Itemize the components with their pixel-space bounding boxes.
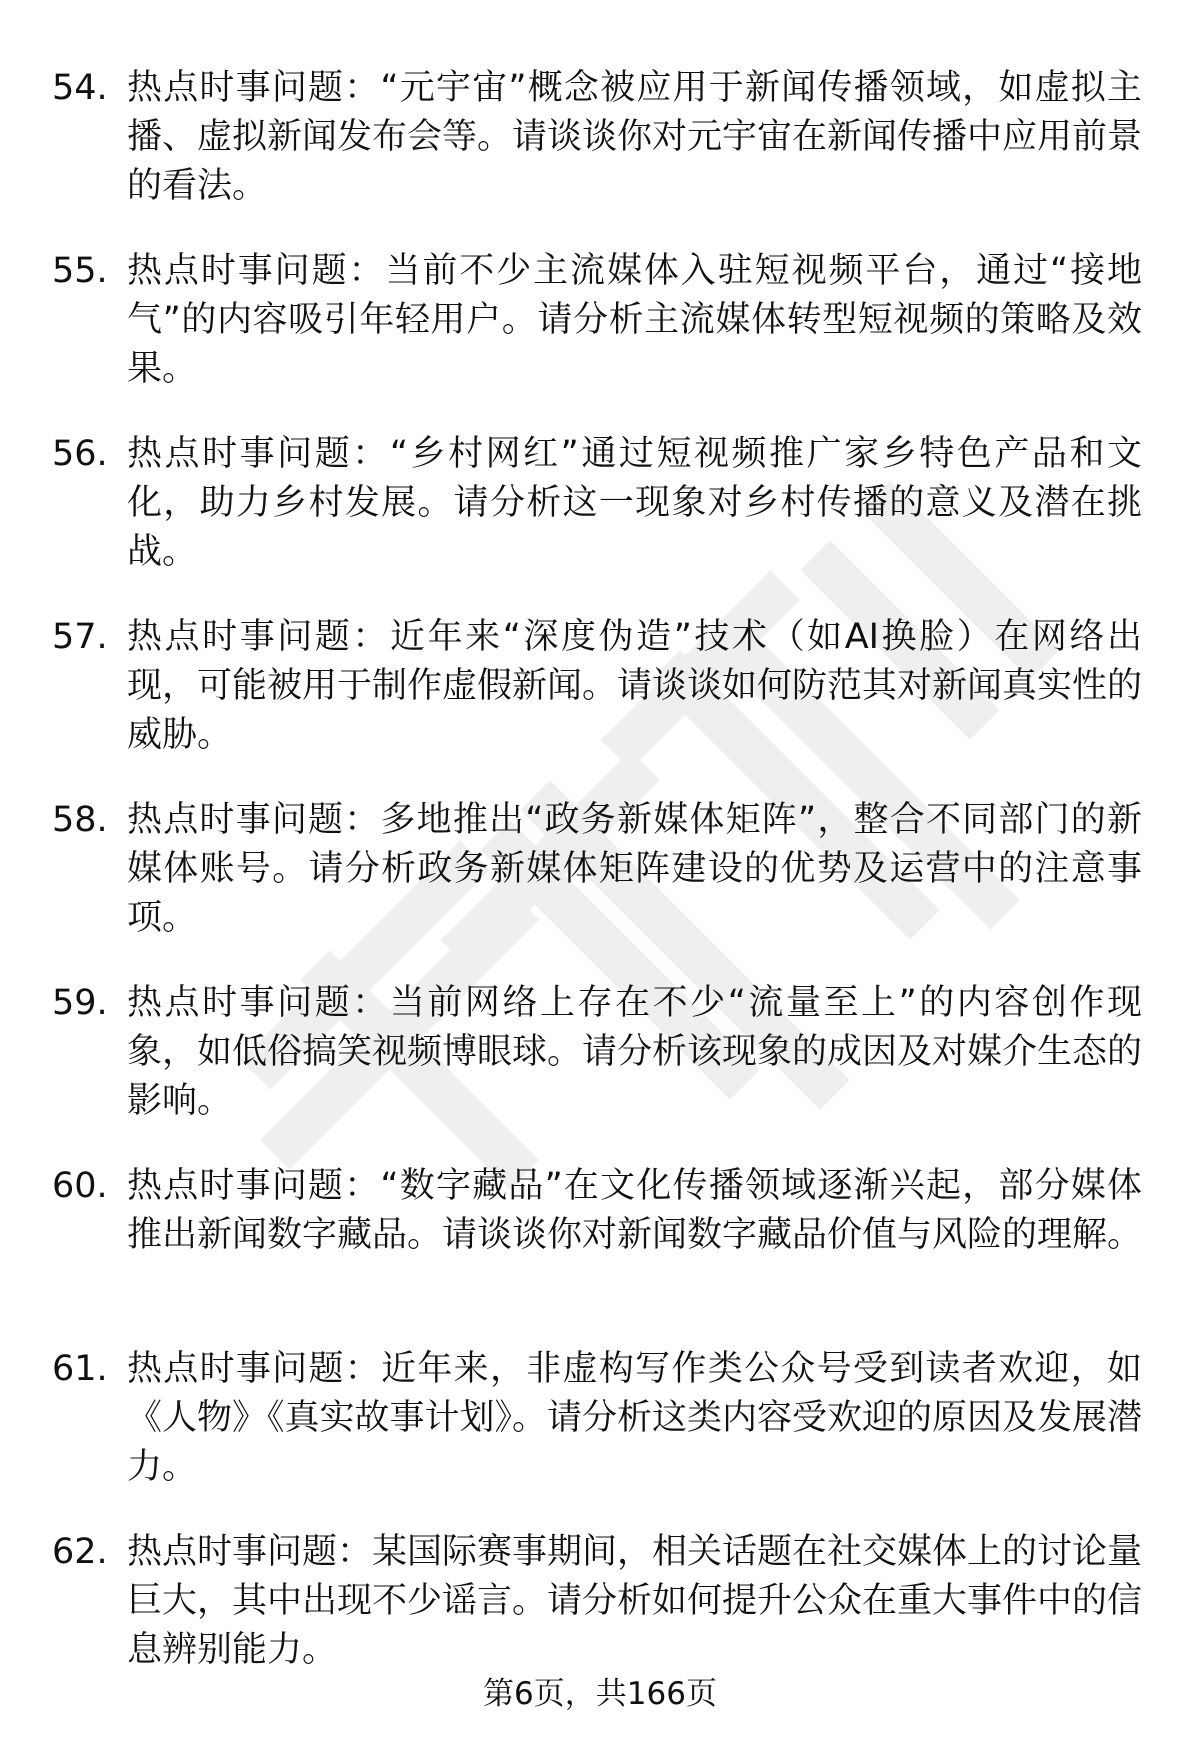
- question-number: 62.: [52, 1532, 108, 1572]
- question-item: [0, 967, 1200, 1150]
- question-number: 59.: [52, 983, 108, 1023]
- question-item: [0, 418, 1200, 601]
- question-number: 58.: [52, 800, 108, 840]
- question-text: 热点时事问题：近年来，非虚构写作类公众号受到读者欢迎，如《人物》《真实故事计划》。请分析这类内容受欢迎的原因及发展潜力。: [127, 1349, 1143, 1487]
- question-item: [0, 52, 1200, 235]
- question-number: 60.: [52, 1166, 108, 1206]
- question-text: 热点时事问题：近年来“深度伪造”技术（如AI换脸）在网络出现，可能被用于制作虚假新闻。请谈谈如何防范其对新闻真实性的威胁。: [127, 617, 1143, 755]
- question-text: 热点时事问题：某国际赛事期间，相关话题在社交媒体上的讨论量巨大，其中出现不少谣言。请分析如何提升公众在重大事件中的信息辨别能力。: [127, 1532, 1143, 1670]
- question-number: 61.: [52, 1349, 108, 1389]
- question-number: 54.: [52, 68, 108, 108]
- question-item: [0, 235, 1200, 418]
- question-item: [0, 1333, 1200, 1516]
- question-text: 热点时事问题：“元宇宙”概念被应用于新闻传播领域，如虚拟主播、虚拟新闻发布会等。请谈谈你对元宇宙在新闻传播中应用前景的看法。: [127, 68, 1143, 206]
- question-text: 热点时事问题：“乡村网红”通过短视频推广家乡特色产品和文化，助力乡村发展。请分析这一现象对乡村传播的意义及潜在挑战。: [127, 434, 1142, 572]
- question-item: [0, 601, 1200, 784]
- question-text: 热点时事问题：多地推出“政务新媒体矩阵”，整合不同部门的新媒体账号。请分析政务新媒体矩阵建设的优势及运营中的注意事项。: [127, 800, 1142, 938]
- question-number: 57.: [52, 617, 108, 657]
- question-item: [0, 784, 1200, 967]
- question-text: 热点时事问题：当前网络上存在不少“流量至上”的内容创作现象，如低俗搞笑视频博眼球。请分析该现象的成因及对媒介生态的影响。: [127, 983, 1143, 1121]
- question-number: 55.: [52, 251, 108, 291]
- question-text: 热点时事问题：当前不少主流媒体入驻短视频平台，通过“接地气”的内容吸引年轻用户。请分析主流媒体转型短视频的策略及效果。: [127, 251, 1142, 389]
- question-list: [0, 52, 1200, 1699]
- question-number: 56.: [52, 434, 108, 474]
- page-footer: 第6页，共166页: [483, 1676, 717, 1712]
- question-text: 热点时事问题：“数字藏品”在文化传播领域逐渐兴起，部分媒体推出新闻数字藏品。请谈谈你对新闻数字藏品价值与风险的理解。: [127, 1166, 1143, 1255]
- question-item: [0, 1150, 1200, 1333]
